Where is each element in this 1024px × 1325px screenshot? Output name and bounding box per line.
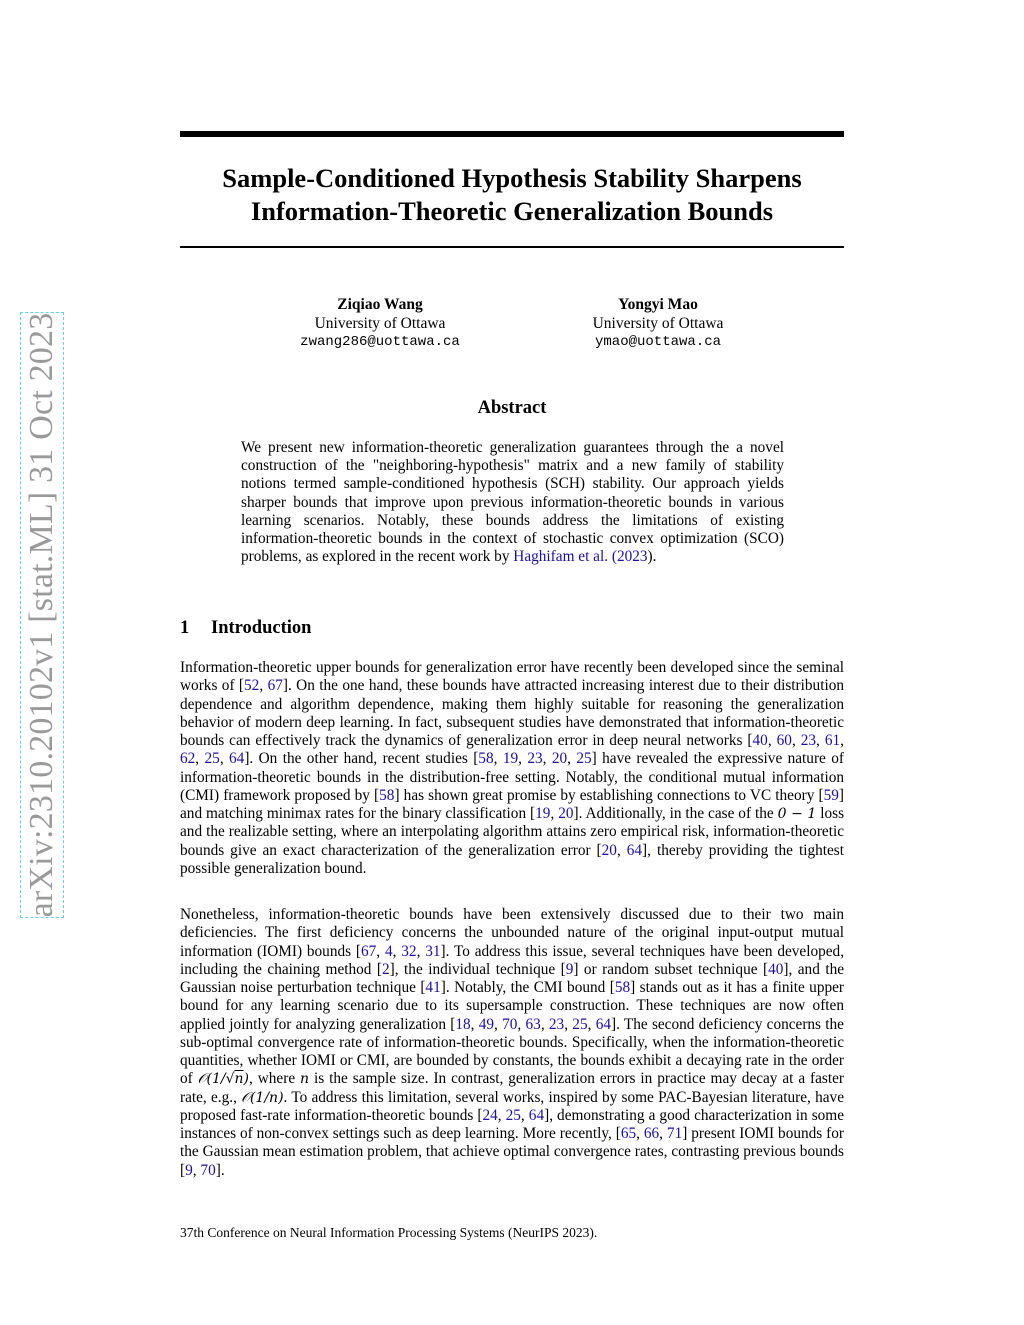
abstract-citation-open: ( bbox=[611, 548, 617, 566]
citation-link[interactable]: 19 bbox=[502, 750, 519, 768]
citation-link[interactable]: 49 bbox=[478, 1015, 495, 1033]
citation-link[interactable]: 9 bbox=[185, 1161, 193, 1179]
citation-link[interactable]: 66 bbox=[643, 1125, 660, 1142]
citation-link[interactable]: 25 bbox=[505, 1106, 521, 1124]
math-zero-one: 0 − 1 bbox=[777, 806, 817, 822]
abstract-end: ). bbox=[647, 548, 657, 566]
citation-link[interactable]: 64 bbox=[528, 1106, 545, 1124]
citation-link[interactable]: 4 bbox=[384, 942, 393, 960]
author-email[interactable]: ymao@uottawa.ca bbox=[594, 334, 722, 350]
citation-link[interactable]: 64 bbox=[595, 1015, 611, 1033]
author-name: Ziqiao Wang bbox=[337, 296, 423, 313]
author-email[interactable]: zwang286@uottawa.ca bbox=[300, 334, 460, 350]
author-block-1 bbox=[260, 295, 500, 352]
citation-link[interactable]: 58 bbox=[379, 786, 395, 804]
section-heading-introduction bbox=[180, 618, 311, 639]
section-number: 1 bbox=[180, 618, 190, 638]
title-line-2: Information-Theoretic Generalization Bounds bbox=[250, 196, 774, 226]
citation-link[interactable]: 18 bbox=[455, 1015, 471, 1033]
abstract-text: We present new information-theoretic generalization guarantees through the a novel construction of the "neighboring-hypothesis" matrix and a new family of stability notions termed sample-conditioned hypothesis (SCH) stability. Our approach yields sharper bounds that improve upon previous information-theoretic bounds in various learning scenarios. Notably, these bounds address the limitations of existing information-theoretic bounds in the context of stochastic convex optimization (SCO) problems, as explored in the recent work by bbox=[241, 439, 784, 566]
citation-link[interactable]: 25 bbox=[576, 750, 592, 768]
citation-link[interactable]: 25 bbox=[572, 1015, 588, 1033]
citation-link[interactable]: 2 bbox=[382, 960, 390, 978]
citation-link[interactable]: 31 bbox=[425, 942, 441, 960]
title-bottom-rule bbox=[180, 246, 844, 248]
math-big-o-n: 𝒪(1/n) bbox=[241, 1089, 284, 1106]
citation-link[interactable]: 58 bbox=[478, 750, 494, 768]
citation-link[interactable]: 62 bbox=[180, 750, 196, 768]
author-block-2 bbox=[538, 295, 778, 352]
abstract-citation-year[interactable]: 2023 bbox=[616, 548, 648, 566]
arxiv-id: arXiv:2310.20102v1 [stat.ML] 31 Oct 2023 bbox=[23, 312, 60, 918]
citation-link[interactable]: 20 bbox=[601, 841, 617, 859]
citation-link[interactable]: 23 bbox=[548, 1015, 565, 1033]
citation-link[interactable]: 64 bbox=[626, 841, 643, 859]
citation-link[interactable]: 70 bbox=[502, 1015, 518, 1033]
conference-footnote: 37th Conference on Neural Information Processing Systems (NeurIPS 2023). bbox=[180, 1225, 598, 1240]
section-title: Introduction bbox=[211, 618, 312, 638]
citation-link[interactable]: 24 bbox=[482, 1106, 498, 1124]
citation-link[interactable]: 23 bbox=[527, 750, 543, 768]
citation-link[interactable]: 60 bbox=[776, 732, 792, 749]
citation-link[interactable]: 71 bbox=[666, 1125, 683, 1142]
title-top-rule bbox=[180, 131, 844, 137]
citation-link[interactable]: 23 bbox=[800, 732, 817, 749]
citation-link[interactable]: 20 bbox=[558, 805, 574, 822]
abstract-citation-link[interactable]: Haghifam et al. bbox=[513, 548, 609, 566]
intro-paragraph-2: Nonetheless, information-theoretic bounds have been extensively discussed due to their two main deficiencies. The first deficiency concerns the unbounded nature of the original input-output mutual information (IOMI) bounds [67, 4, 32, 31]. To address this issue, several techniques have been developed, including the chaining method [2], the individual technique [9] or random subset technique [40], and the Gaussian noise perturbation technique [41]. Notably, the CMI bound [58] stands out as it has a finite upper bound for any learning scenario due to its supersample construction. These techniques are now often applied jointly for analyzing generalization [18, 49, 70, 63, 23, 25, 64]. The second deficiency concerns the sub-optimal convergence rate of information-theoretic bounds. Specifically, when the information-theoretic quantities, whether IOMI or CMI, are bounded by constants, the bounds exhibit a decaying rate in the order of 𝒪(1/√n), where n is the sample size. In contrast, generalization errors in practice may decay at a faster rate, e.g., 𝒪(1/n). To address this limitation, several works, inspired by some PAC-Bayesian literature, have proposed fast-rate information-theoretic bounds [24, 25, 64], demonstrating a good characterization in some instances of non-convex settings such as deep learning. More recently, [65, 66, 71] present IOMI bounds for the Gaussian mean estimation problem, that achieve optimal convergence rates, contrasting previous bounds [9, 70]. bbox=[180, 906, 845, 1179]
citation-link[interactable]: 9 bbox=[565, 960, 574, 978]
paper-title bbox=[180, 162, 844, 228]
citation-link[interactable]: 61 bbox=[824, 732, 841, 749]
author-name: Yongyi Mao bbox=[618, 296, 698, 313]
abstract-heading: Abstract bbox=[477, 398, 547, 418]
citation-link[interactable]: 40 bbox=[752, 732, 768, 749]
citation-link[interactable]: 63 bbox=[525, 1015, 541, 1033]
citation-link[interactable]: 65 bbox=[620, 1125, 637, 1142]
arxiv-stamp bbox=[20, 312, 64, 918]
intro-paragraph-1: Information-theoretic upper bounds for generalization error have recently been developed since the seminal works of [52, 67]. On the one hand, these bounds have attracted increasing interest due to their distribution dependence and algorithm dependence, making them highly suitable for reasoning the generalization behavior of modern deep learning. In fact, subsequent studies have demonstrated that information-theoretic bounds can effectively track the dynamics of generalization error in deep neural networks [40, 60, 23, 61, 62, 25, 64]. On the other hand, recent studies [58, 19, 23, 20, 25] have revealed the expressive nature of information-theoretic bounds in the distribution-free setting. Notably, the conditional mutual information (CMI) framework proposed by [58] has shown great promise by establishing connections to VC theory [59] and matching minimax rates for the binary classification [19, 20]. Additionally, in the case of the 0 − 1 loss and the realizable setting, where an interpolating algorithm attains zero empirical risk, information-theoretic bounds give an exact characterization of the generalization error [20, 64], thereby providing the tightest possible generalization bound. bbox=[180, 659, 845, 877]
citation-link[interactable]: 58 bbox=[614, 979, 631, 996]
citation-link[interactable]: 41 bbox=[425, 979, 441, 996]
citation-link[interactable]: 25 bbox=[204, 750, 220, 768]
citation-link[interactable]: 20 bbox=[551, 750, 568, 768]
citation-link[interactable]: 40 bbox=[768, 960, 784, 978]
author-affiliation: University of Ottawa bbox=[314, 315, 446, 332]
citation-link[interactable]: 67 bbox=[267, 677, 283, 695]
title-line-1: Sample-Conditioned Hypothesis Stability Sharpens bbox=[222, 163, 802, 193]
author-affiliation: University of Ottawa bbox=[592, 315, 724, 332]
citation-link[interactable]: 70 bbox=[200, 1161, 216, 1179]
math-n: n bbox=[300, 1071, 310, 1088]
citation-link[interactable]: 67 bbox=[361, 942, 377, 960]
citation-link[interactable]: 19 bbox=[535, 805, 551, 822]
math-big-o-sqrt-n: 𝒪(1/√n) bbox=[197, 1071, 249, 1088]
citation-link[interactable]: 64 bbox=[229, 750, 245, 768]
abstract-body bbox=[241, 439, 784, 566]
citation-link[interactable]: 32 bbox=[401, 942, 417, 960]
citation-link[interactable]: 59 bbox=[823, 786, 839, 804]
citation-link[interactable]: 52 bbox=[244, 677, 260, 695]
